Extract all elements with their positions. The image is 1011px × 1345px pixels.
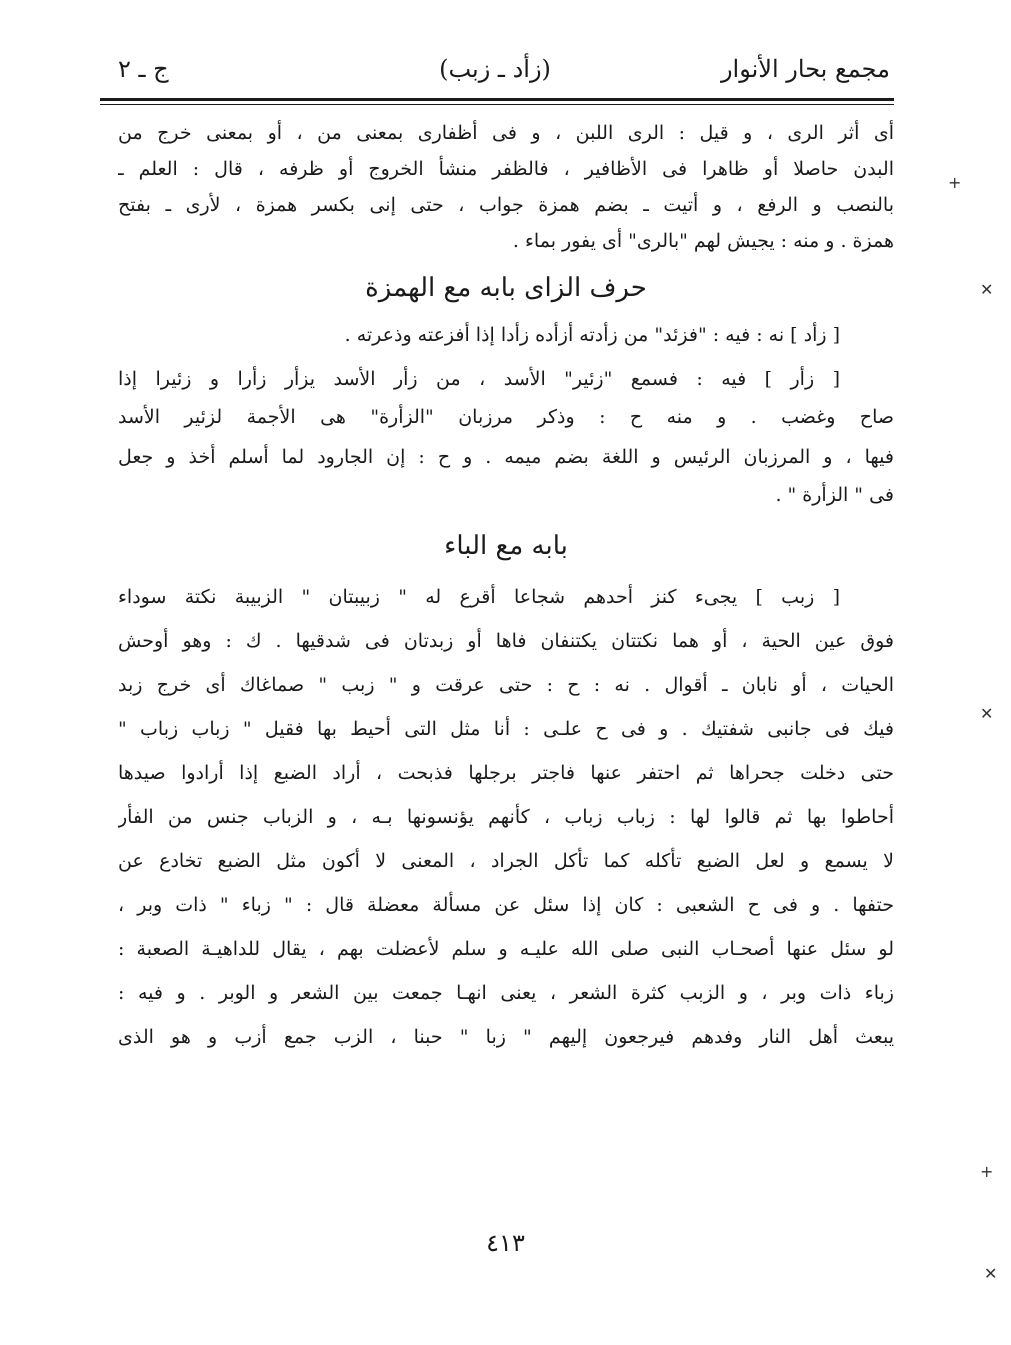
text-line: صاح وغضب . و منه ح : وذكر مرزبان "الزأرة" هى الأجمة لزئير الأسد <box>118 406 894 428</box>
page-header <box>100 50 890 96</box>
text-line: همزة . و منه : يجيش لهم "بالرى" أى يفور بماء . <box>512 230 894 252</box>
header-rule-thin <box>100 104 894 105</box>
margin-mark-cross: ✕ <box>980 280 994 299</box>
entry-zaad <box>118 317 894 353</box>
text-line: فى " الزأرة " . <box>775 484 894 506</box>
intro-paragraph <box>118 115 894 259</box>
text-line: [ زأد ] نه : فيه : "فزئد" من زأدته أزأده زأدا إذا أفزعته وذعرته . <box>344 324 840 346</box>
text-line: أحاطوا بها ثم قالوا لها : زباب زباب ، كأنهم يؤنسونها بـه ، و الزباب جنس من الفأر <box>118 806 894 828</box>
text-line: يبعث أهل النار وفدهم فيرجعون إليهم " زبا " حبنا ، الزب جمع أزب و هو الذى <box>118 1026 894 1048</box>
entry-range: (زأد ـ زبب) <box>439 55 551 83</box>
text-line: لو سئل عنها أصحـاب النبى صلى الله عليـه و سلم لأعضلت بهم ، يقال للداهيـة الصعبة : <box>118 938 894 960</box>
volume-number: ج ـ ٢ <box>118 55 169 83</box>
page-body <box>118 115 894 1059</box>
text-line: لا يسمع و لعل الضبع تأكله كما تأكل الجراد ، المعنى لا أكون مثل الضبع تخادع عن <box>118 850 894 872</box>
text-line: حتى دخلت جحراها ثم احتفر عنها فاجتر برجلها فذبحت ، أراد الضبع إذا أرادوا صيدها <box>118 762 894 784</box>
text-line: [ زبب ] يجىء كنز أحدهم شجاعا أقرع له " زبيبتان " الزبيبة نكتة سوداء <box>118 586 840 608</box>
margin-mark-plus: + <box>980 1162 994 1181</box>
entry-zabab <box>118 575 894 1059</box>
text-line: حتفها . و فى ح الشعبى : كان إذا سئل عن مسألة معضلة قال : " زباء " ذات وبر ، <box>118 894 894 916</box>
text-line: أى أثر الرى ، و قيل : الرى اللبن ، و فى أظفارى بمعنى من ، أو بمعنى خرج من <box>118 122 894 144</box>
header-rule-thick <box>100 98 894 101</box>
margin-mark-plus: + <box>948 173 962 192</box>
text-line: فيها ، و المرزبان الرئيس و اللغة بضم ميمه . و ح : إن الجارود لما أسلم أخذ و جعل <box>118 446 894 468</box>
margin-mark-cross: ✕ <box>984 1264 998 1283</box>
book-title: مجمع بحار الأنوار <box>720 55 890 83</box>
text-line: فيك فى جانبى شفتيك . و فى ح علـى : أنا مثل التى أحيط بها فقيل " زباب زباب " <box>118 718 894 740</box>
section-heading: بابه مع الباء <box>444 531 568 561</box>
text-line: زباء ذات وبر ، و الزبب كثرة الشعر ، يعنى انهـا جمعت بين الشعر و الوبر . و فيه : <box>118 982 894 1004</box>
text-line: الحيات ، أو نابان ـ أقوال . نه : ح : حتى عرقت و " زبب " صماغاك أى خرج زبد <box>118 674 894 696</box>
page-number: ٤١٣ <box>486 1229 525 1257</box>
section-heading: حرف الزاى بابه مع الهمزة <box>365 273 647 303</box>
margin-mark-cross: ✕ <box>980 704 994 723</box>
text-line: فوق عين الحية ، أو هما نكتتان يكتنفان فاها أو زبدتان فى شدقيها . ك : وهو أوحش <box>118 630 894 652</box>
entry-zaar <box>118 361 894 513</box>
text-line: البدن حاصلا أو ظاهرا فى الأظافير ، فالظفر منشأ الخروج أو ظرفه ، قال : العلم ـ <box>118 158 894 180</box>
text-line: [ زأر ] فيه : فسمع "زئير" الأسد ، من زأر الأسد يزأر زأرا و زئيرا إذا <box>118 368 840 390</box>
text-line: بالنصب و الرفع ، و أتيت ـ بضم همزة جواب ، حتى إنى بكسر همزة ، لأرى ـ بفتح <box>118 194 894 216</box>
